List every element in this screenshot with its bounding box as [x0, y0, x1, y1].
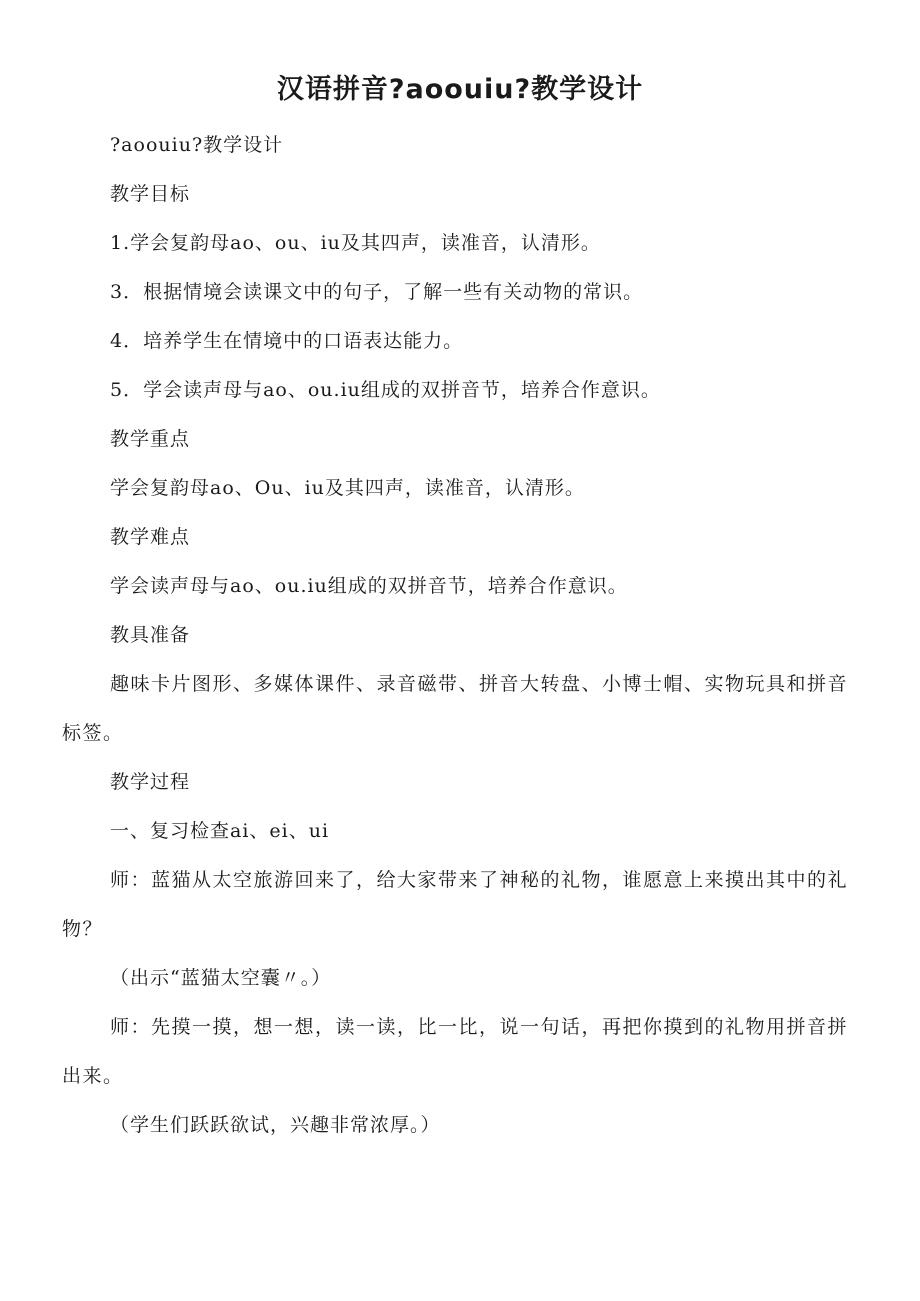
- objective-item: 4．培养学生在情境中的口语表达能力。: [110, 330, 464, 352]
- heading-materials: 教具准备: [110, 624, 191, 646]
- objective-item: 1.学会复韵母ao、ou、iu及其四声，读准音，认清形。: [110, 232, 601, 254]
- teacher-paragraph: 师：先摸一摸，想一想，读一读，比一比，说一句话，再把你摸到的礼物用拼音拼出来。: [62, 1016, 849, 1087]
- stage-direction: （出示“蓝猫太空囊〃。）: [110, 967, 332, 989]
- heading-process: 教学过程: [110, 771, 191, 793]
- stage-direction: （学生们跃跃欲试，兴趣非常浓厚。）: [110, 1114, 441, 1136]
- document-body: [62, 121, 848, 1150]
- review-step: 一、复习检查ai、ei、ui: [110, 820, 330, 842]
- heading-difficulties: 教学难点: [110, 526, 191, 548]
- document-title: 汉语拼音?aoouiu?教学设计: [276, 74, 644, 105]
- objective-item: 3．根据情境会读课文中的句子，了解一些有关动物的常识。: [110, 281, 644, 303]
- teacher-paragraph: 师：蓝猫从太空旅游回来了，给大家带来了神秘的礼物，谁愿意上来摸出其中的礼物？: [62, 869, 849, 940]
- key-point-text: 学会复韵母ao、Ou、iu及其四声，读准音，认清形。: [110, 477, 585, 499]
- subtitle-line: ?aoouiu?教学设计: [110, 134, 284, 156]
- heading-key-points: 教学重点: [110, 428, 191, 450]
- heading-objectives: 教学目标: [110, 183, 191, 205]
- materials-paragraph: 趣味卡片图形、多媒体课件、录音磁带、拼音大转盘、小博士帽、实物玩具和拼音标签。: [62, 673, 849, 744]
- objective-item: 5．学会读声母与ao、ou.iu组成的双拼音节，培养合作意识。: [110, 379, 661, 401]
- difficulty-text: 学会读声母与ao、ou.iu组成的双拼音节，培养合作意识。: [110, 575, 628, 597]
